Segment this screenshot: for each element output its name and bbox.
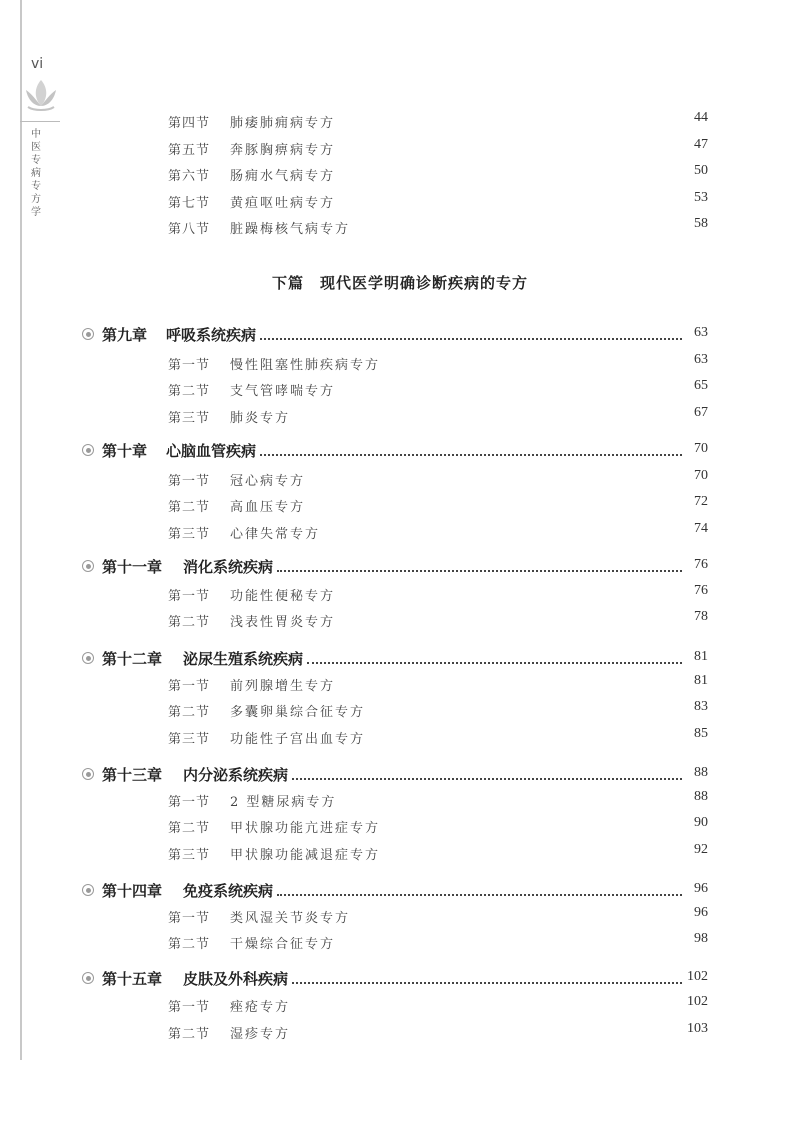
section-label: 第一节 [168, 911, 211, 926]
chapter-page: 76 [694, 557, 708, 572]
section-page: 98 [694, 931, 708, 946]
section-label: 第八节 [168, 222, 211, 237]
page-number: vi [31, 56, 44, 72]
section-page: 58 [694, 216, 708, 231]
toc-chapter-entry[interactable] [82, 324, 708, 346]
section-title: 痤疮专方 [230, 1000, 291, 1015]
chapter-label: 第十五章 [102, 970, 163, 988]
part-title: 下篇 现代医学明确诊断疾病的专方 [271, 274, 528, 292]
section-title: 奔豚胸痹病专方 [230, 143, 336, 158]
section-page: 72 [694, 494, 708, 509]
dot-leader [292, 758, 682, 780]
section-title: 功能性便秘专方 [230, 589, 336, 604]
section-label: 第三节 [168, 848, 211, 863]
section-title: 肠痈水气病专方 [230, 169, 336, 184]
chapter-label: 第十三章 [102, 766, 163, 784]
section-label: 第三节 [168, 732, 211, 747]
margin-rule [20, 0, 22, 1060]
lotus-logo-icon [22, 76, 60, 112]
toc-section-entry[interactable] [168, 699, 708, 721]
chapter-label: 第九章 [102, 326, 148, 344]
chapter-label: 第十二章 [102, 650, 163, 668]
section-label: 第一节 [168, 358, 211, 373]
section-page: 47 [694, 137, 708, 152]
section-page: 90 [694, 815, 708, 830]
section-page: 63 [694, 352, 708, 367]
toc-section-entry[interactable] [168, 931, 708, 953]
toc-section-entry[interactable] [168, 583, 708, 605]
section-title: 2 型糖尿病专方 [230, 795, 337, 810]
section-title: 浅表性胃炎专方 [230, 615, 336, 630]
chapter-bullet-icon [82, 444, 94, 456]
section-label: 第二节 [168, 500, 211, 515]
section-page: 92 [694, 842, 708, 857]
toc-section-entry[interactable] [168, 815, 708, 837]
section-title: 甲状腺功能减退症专方 [230, 848, 381, 863]
section-label: 第七节 [168, 196, 211, 211]
section-title: 脏躁梅核气病专方 [230, 222, 351, 237]
chapter-page: 88 [694, 765, 708, 780]
toc-chapter-entry[interactable] [82, 764, 708, 786]
section-label: 第三节 [168, 411, 211, 426]
section-page: 53 [694, 190, 708, 205]
section-page: 103 [687, 1021, 708, 1036]
chapter-title: 心脑血管疾病 [166, 442, 257, 460]
section-label: 第一节 [168, 589, 211, 604]
chapter-label: 第十章 [102, 442, 148, 460]
toc-section-entry[interactable] [168, 110, 708, 132]
toc-chapter-entry[interactable] [82, 648, 708, 670]
section-page: 83 [694, 699, 708, 714]
toc-chapter-entry[interactable] [82, 968, 708, 990]
section-title: 肺痿肺痈病专方 [230, 116, 336, 131]
chapter-title: 免疫系统疾病 [183, 882, 274, 900]
section-page: 70 [694, 468, 708, 483]
section-title: 肺炎专方 [230, 411, 291, 426]
section-page: 44 [694, 110, 708, 125]
section-page: 85 [694, 726, 708, 741]
header-rule [20, 121, 60, 122]
toc-section-entry[interactable] [168, 216, 708, 238]
section-label: 第二节 [168, 1027, 211, 1042]
section-page: 74 [694, 521, 708, 536]
toc-section-entry[interactable] [168, 468, 708, 490]
section-title: 类风湿关节炎专方 [230, 911, 351, 926]
section-label: 第一节 [168, 1000, 211, 1015]
section-label: 第二节 [168, 937, 211, 952]
section-label: 第二节 [168, 384, 211, 399]
toc-section-entry[interactable] [168, 842, 708, 864]
toc-section-entry[interactable] [168, 789, 708, 811]
chapter-bullet-icon [82, 972, 94, 984]
toc-section-entry[interactable] [168, 609, 708, 631]
dot-leader [277, 550, 682, 572]
section-page: 88 [694, 789, 708, 804]
chapter-title: 呼吸系统疾病 [166, 326, 257, 344]
section-page: 78 [694, 609, 708, 624]
toc-section-entry[interactable] [168, 726, 708, 748]
chapter-label: 第十四章 [102, 882, 163, 900]
section-label: 第五节 [168, 143, 211, 158]
section-title: 干燥综合征专方 [230, 937, 336, 952]
chapter-title: 泌尿生殖系统疾病 [183, 650, 304, 668]
section-page: 76 [694, 583, 708, 598]
chapter-page: 96 [694, 881, 708, 896]
toc-chapter-entry[interactable] [82, 880, 708, 902]
section-page: 96 [694, 905, 708, 920]
chapter-page: 70 [694, 441, 708, 456]
section-label: 第二节 [168, 615, 211, 630]
chapter-page: 102 [687, 969, 708, 984]
chapter-title: 内分泌系统疾病 [183, 766, 289, 784]
toc-section-entry[interactable] [168, 521, 708, 543]
chapter-bullet-icon [82, 560, 94, 572]
section-title: 慢性阻塞性肺疾病专方 [230, 358, 381, 373]
toc-section-entry[interactable] [168, 405, 708, 427]
section-title: 多囊卵巢综合征专方 [230, 705, 366, 720]
chapter-bullet-icon [82, 328, 94, 340]
section-label: 第四节 [168, 116, 211, 131]
section-page: 67 [694, 405, 708, 420]
toc-section-entry[interactable] [168, 190, 708, 212]
chapter-bullet-icon [82, 884, 94, 896]
toc-section-entry[interactable] [168, 994, 708, 1016]
dot-leader [307, 642, 682, 664]
section-label: 第二节 [168, 821, 211, 836]
toc-section-entry[interactable] [168, 905, 708, 927]
chapter-title: 皮肤及外科疾病 [183, 970, 289, 988]
book-title-vertical: 中医专病专方学 [31, 129, 41, 218]
chapter-bullet-icon [82, 652, 94, 664]
toc-section-entry[interactable] [168, 137, 708, 159]
dot-leader [260, 434, 682, 456]
dot-leader [292, 962, 682, 984]
section-title: 前列腺增生专方 [230, 679, 336, 694]
section-title: 甲状腺功能亢进症专方 [230, 821, 381, 836]
chapter-page: 63 [694, 325, 708, 340]
section-title: 高血压专方 [230, 500, 306, 515]
section-page: 102 [687, 994, 708, 1009]
chapter-bullet-icon [82, 768, 94, 780]
chapter-page: 81 [694, 649, 708, 664]
section-title: 功能性子宫出血专方 [230, 732, 366, 747]
section-page: 50 [694, 163, 708, 178]
toc-section-entry[interactable] [168, 378, 708, 400]
dot-leader [277, 874, 682, 896]
section-page: 81 [694, 673, 708, 688]
toc-section-entry[interactable] [168, 673, 708, 695]
section-title: 心律失常专方 [230, 527, 321, 542]
toc-chapter-entry[interactable] [82, 556, 708, 578]
section-label: 第三节 [168, 527, 211, 542]
section-label: 第一节 [168, 679, 211, 694]
section-label: 第六节 [168, 169, 211, 184]
toc-section-entry[interactable] [168, 352, 708, 374]
section-label: 第二节 [168, 705, 211, 720]
section-title: 湿疹专方 [230, 1027, 291, 1042]
section-title: 冠心病专方 [230, 474, 306, 489]
section-label: 第一节 [168, 795, 211, 810]
chapter-label: 第十一章 [102, 558, 163, 576]
section-title: 黄疸呕吐病专方 [230, 196, 336, 211]
toc-chapter-entry[interactable] [82, 440, 708, 462]
chapter-title: 消化系统疾病 [183, 558, 274, 576]
toc-section-entry[interactable] [168, 163, 708, 185]
section-page: 65 [694, 378, 708, 393]
section-label: 第一节 [168, 474, 211, 489]
toc-section-entry[interactable] [168, 494, 708, 516]
section-title: 支气管哮喘专方 [230, 384, 336, 399]
dot-leader [260, 318, 682, 340]
toc-section-entry[interactable] [168, 1021, 708, 1043]
